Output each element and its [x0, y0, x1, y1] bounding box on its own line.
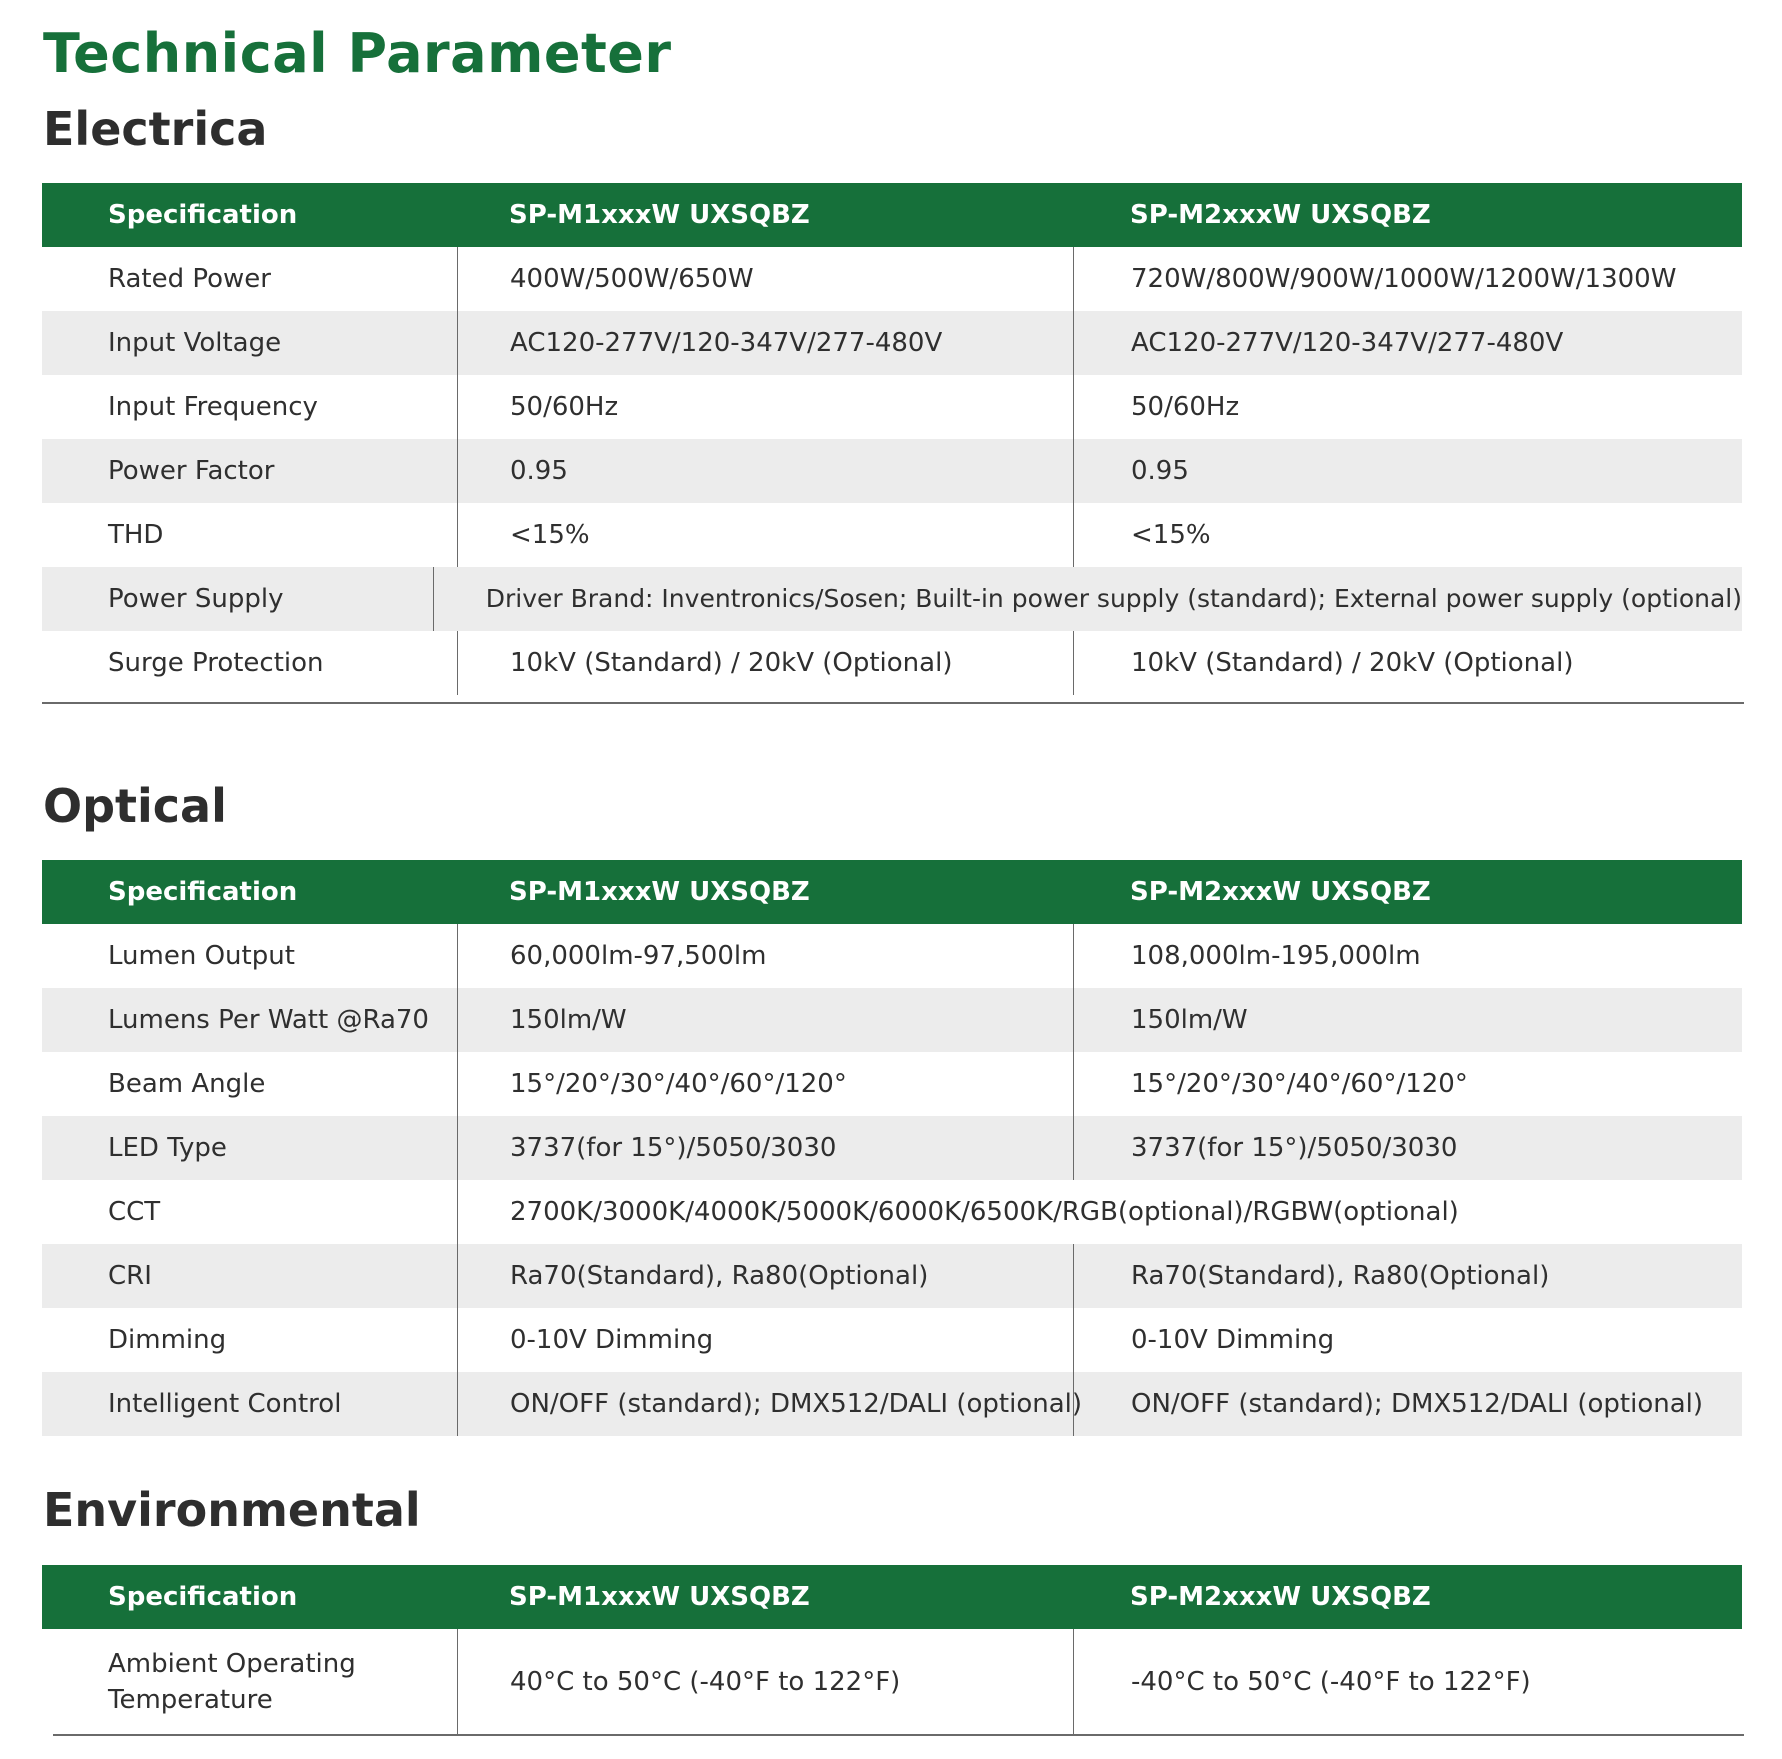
optical-table — [42, 860, 1742, 1436]
row-m2-value: 150lm/W — [1073, 988, 1742, 1052]
row-m1-value: 400W/500W/650W — [457, 247, 1073, 311]
row-m2-value: -40°C to 50°C (-40°F to 122°F) — [1073, 1629, 1742, 1734]
row-m1-value: <15% — [457, 503, 1073, 567]
table-row — [42, 1244, 1742, 1308]
table-row — [42, 924, 1742, 988]
table-bottom-rule — [53, 1734, 1744, 1736]
row-spec: Dimming — [108, 1325, 227, 1355]
row-m1-value: 3737(for 15°)/5050/3030 — [457, 1116, 1073, 1180]
row-spec: CCT — [108, 1197, 161, 1227]
table-row — [42, 1308, 1742, 1372]
row-m1-value: 60,000lm-97,500lm — [457, 924, 1073, 988]
table-row — [42, 375, 1742, 439]
table-row — [42, 1180, 1742, 1244]
row-spec: Lumens Per Watt @Ra70 — [108, 1005, 429, 1035]
row-m2-value: <15% — [1073, 503, 1742, 567]
header-m2: SP-M2xxxW UXSQBZ — [1130, 877, 1431, 907]
header-m1: SP-M1xxxW UXSQBZ — [509, 877, 810, 907]
row-m1-value: 0.95 — [457, 439, 1073, 503]
header-m1: SP-M1xxxW UXSQBZ — [509, 1582, 810, 1612]
row-m2-value: AC120-277V/120-347V/277-480V — [1073, 311, 1742, 375]
table-row — [42, 988, 1742, 1052]
header-m2: SP-M2xxxW UXSQBZ — [1130, 1582, 1431, 1612]
table-row — [42, 1052, 1742, 1116]
environmental-heading: Environmental — [43, 1483, 421, 1537]
row-m1-value: AC120-277V/120-347V/277-480V — [457, 311, 1073, 375]
table-row — [42, 311, 1742, 375]
header-m1: SP-M1xxxW UXSQBZ — [509, 200, 810, 230]
table-row — [42, 567, 1742, 631]
header-spec: Specification — [108, 877, 298, 907]
row-m1-value: Ra70(Standard), Ra80(Optional) — [457, 1244, 1073, 1308]
row-spec: LED Type — [108, 1133, 227, 1163]
row-spec: Input Voltage — [108, 328, 282, 358]
row-spec: Surge Protection — [108, 648, 324, 678]
table-row — [42, 503, 1742, 567]
row-span-value: Driver Brand: Inventronics/Sosen; Built-in power supply (standard); External power supply (optional) — [433, 567, 1742, 631]
header-spec: Specification — [108, 200, 298, 230]
table-row — [42, 439, 1742, 503]
table-header — [42, 860, 1742, 924]
electrical-table — [42, 183, 1742, 695]
row-span-value: 2700K/3000K/4000K/5000K/6000K/6500K/RGB(optional)/RGBW(optional) — [457, 1180, 1742, 1244]
optical-heading: Optical — [43, 779, 227, 833]
row-spec: Rated Power — [108, 264, 271, 294]
row-m1-value: 15°/20°/30°/40°/60°/120° — [457, 1052, 1073, 1116]
header-m2: SP-M2xxxW UXSQBZ — [1130, 200, 1431, 230]
row-m1-value: 10kV (Standard) / 20kV (Optional) — [457, 631, 1073, 695]
row-spec: THD — [108, 520, 164, 550]
row-m2-value: ON/OFF (standard); DMX512/DALI (optional) — [1073, 1372, 1742, 1436]
table-row — [42, 247, 1742, 311]
table-row — [42, 1116, 1742, 1180]
row-m2-value: 720W/800W/900W/1000W/1200W/1300W — [1073, 247, 1742, 311]
row-spec: Beam Angle — [108, 1069, 266, 1099]
row-m2-value: 10kV (Standard) / 20kV (Optional) — [1073, 631, 1742, 695]
table-row — [42, 631, 1742, 695]
row-m1-value: 50/60Hz — [457, 375, 1073, 439]
row-m2-value: 0-10V Dimming — [1073, 1308, 1742, 1372]
row-spec: Power Factor — [108, 456, 275, 486]
table-row — [42, 1629, 1742, 1734]
table-row — [42, 1372, 1742, 1436]
electrical-heading: Electrica — [43, 102, 268, 156]
row-spec: Input Frequency — [108, 392, 318, 422]
row-m1-value: 0-10V Dimming — [457, 1308, 1073, 1372]
row-spec: Intelligent Control — [108, 1389, 342, 1419]
row-m2-value: Ra70(Standard), Ra80(Optional) — [1073, 1244, 1742, 1308]
row-spec: Ambient Operating Temperature — [108, 1648, 356, 1715]
table-header — [42, 183, 1742, 247]
row-m1-value: 40°C to 50°C (-40°F to 122°F) — [457, 1629, 1073, 1734]
row-m2-value: 3737(for 15°)/5050/3030 — [1073, 1116, 1742, 1180]
environmental-table — [42, 1565, 1742, 1734]
row-spec: Lumen Output — [108, 941, 295, 971]
row-m2-value: 15°/20°/30°/40°/60°/120° — [1073, 1052, 1742, 1116]
row-m2-value: 108,000lm-195,000lm — [1073, 924, 1742, 988]
row-m1-value: ON/OFF (standard); DMX512/DALI (optional) — [457, 1372, 1073, 1436]
row-m1-value: 150lm/W — [457, 988, 1073, 1052]
page-title: Technical Parameter — [43, 22, 672, 85]
table-bottom-rule — [42, 702, 1744, 704]
row-m2-value: 50/60Hz — [1073, 375, 1742, 439]
row-spec: Power Supply — [108, 584, 284, 614]
row-spec: CRI — [108, 1261, 152, 1291]
header-spec: Specification — [108, 1582, 298, 1612]
table-header — [42, 1565, 1742, 1629]
row-m2-value: 0.95 — [1073, 439, 1742, 503]
